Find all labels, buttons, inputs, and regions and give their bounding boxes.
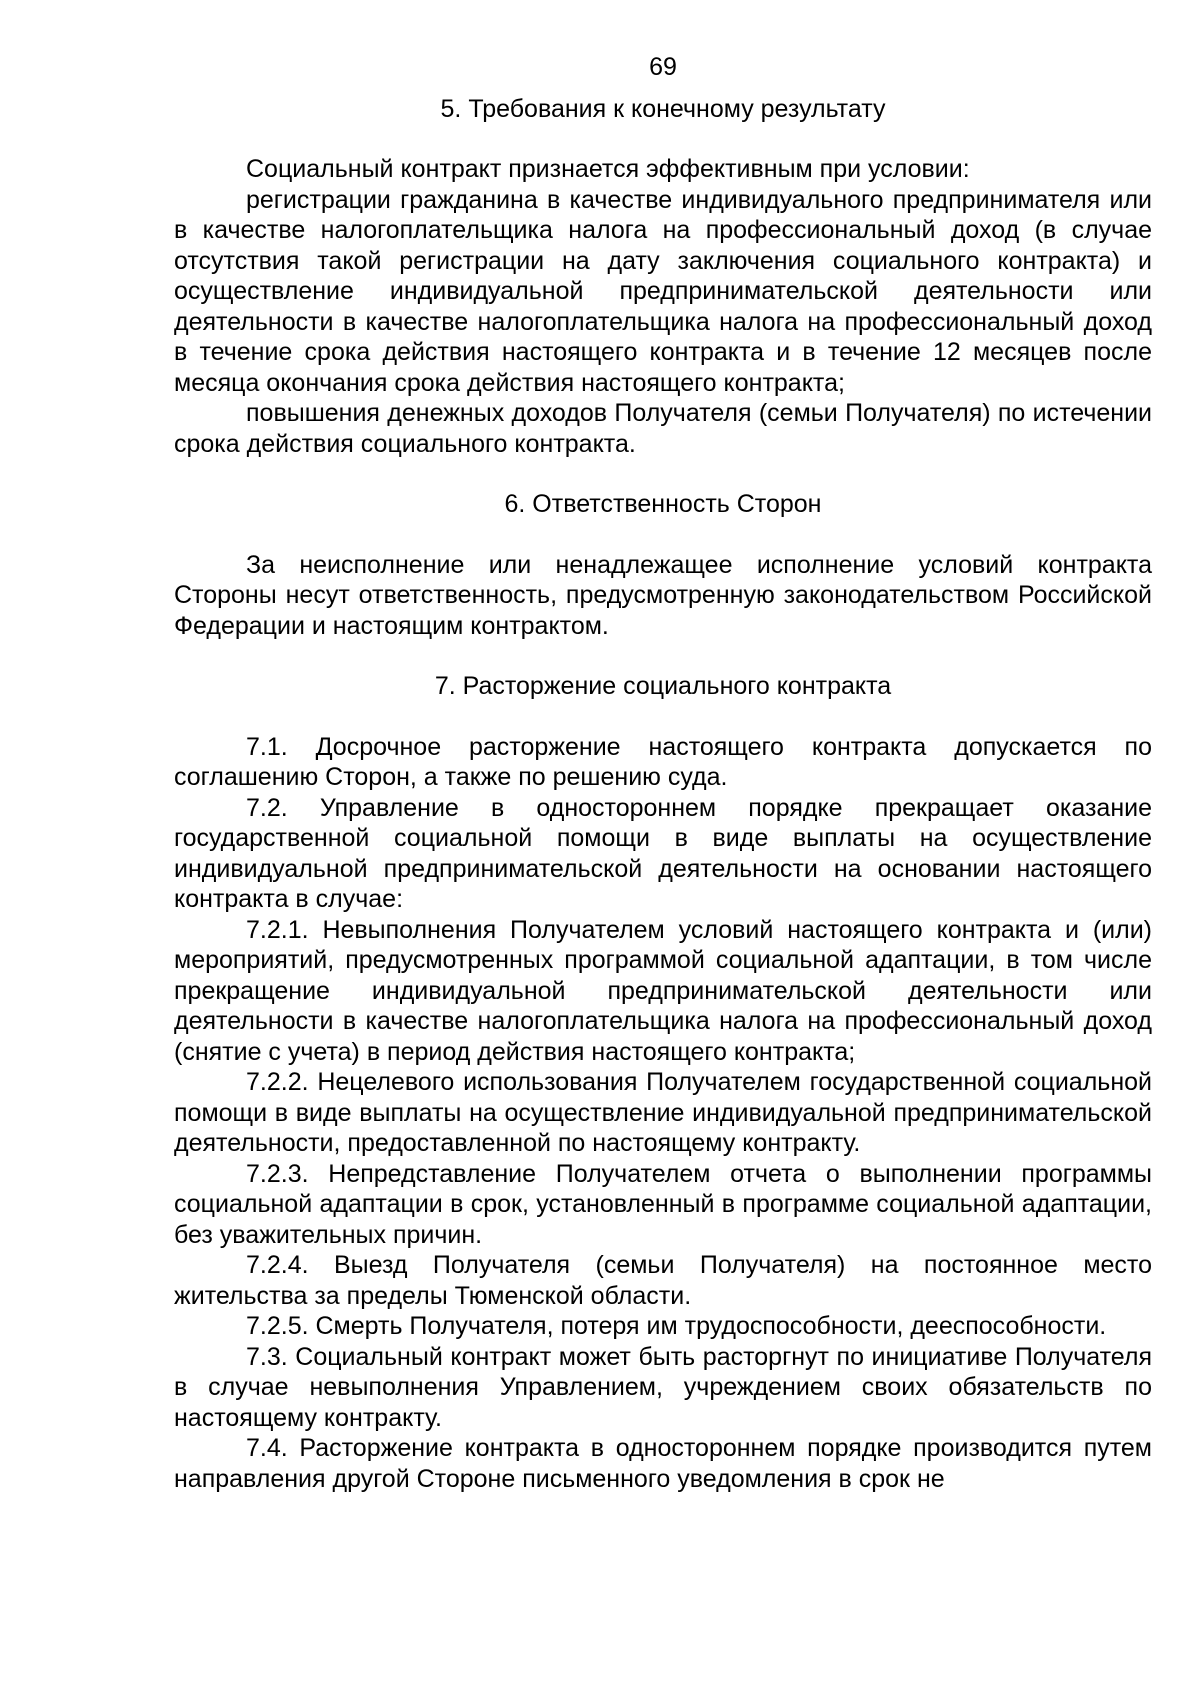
section-results (174, 94, 1152, 460)
paragraph: 7.2.2. Нецелевого использования Получателем государственной социальной помощи в виде выплаты на осуществление индивидуальной предпринимательской деятельности, предоставленной по настоящему контракту. (174, 1068, 1152, 1157)
paragraph: 7.2.5. Смерть Получателя, потеря им трудоспособности, дееспособности. (246, 1312, 1107, 1340)
section-heading: 5. Требования к конечному результату (440, 94, 886, 123)
paragraph: 7.3. Социальный контракт может быть расторгнут по инициативе Получателя в случае невыполнения Управлением, учреждением своих обязательств по настоящему контракту. (174, 1342, 1152, 1432)
paragraph: 7.1. Досрочное расторжение настоящего контракта допускается по соглашению Сторон, а также по решению суда. (174, 732, 1152, 791)
section-responsibility (174, 489, 1152, 641)
document-page (174, 52, 1152, 1494)
paragraph: За неисполнение или ненадлежащее исполнение условий контракта Стороны несут ответственность, предусмотренную законодательством Российской Федерации и настоящим контрактом. (174, 550, 1152, 640)
paragraph: 7.2.4. Выезд Получателя (семьи Получателя) на постоянное место жительства за пределы Тюменской области. (174, 1251, 1152, 1310)
paragraph: регистрации гражданина в качестве индивидуального предпринимателя или в качестве налогоплательщика налога на профессиональный доход (в случае отсутствия такой регистрации на дату заключения социального контракта) и осуществление индивидуальной предпринимательской деятельности или деятельности в качестве налогоплательщика налога на профессиональный доход в течение срока действия настоящего контракта и в течение 12 месяцев после месяца окончания срока действия настоящего контракта; (174, 185, 1152, 397)
paragraph: 7.2.1. Невыполнения Получателем условий настоящего контракта и (или) мероприятий, предусмотренных программой социальной адаптации, в том числе прекращение индивидуальной предпринимательской деятельности или деятельности в качестве налогоплательщика налога на профессиональный доход (снятие с учета) в период действия настоящего контракта; (174, 915, 1152, 1066)
paragraph: повышения денежных доходов Получателя (семьи Получателя) по истечении срока действия социального контракта. (174, 399, 1152, 458)
paragraph: 7.4. Расторжение контракта в одностороннем порядке производится путем направления другой Стороне письменного уведомления в срок не (174, 1434, 1152, 1493)
paragraph: Социальный контракт признается эффективным при условии: (246, 155, 970, 183)
paragraph: 7.2.3. Непредставление Получателем отчета о выполнении программы социальной адаптации в срок, установленный в программе социальной адаптации, без уважительных причин. (174, 1159, 1152, 1249)
section-heading: 7. Расторжение социального контракта (434, 672, 892, 700)
section-heading: 6. Ответственность Сторон (504, 490, 822, 518)
section-termination (174, 671, 1152, 1494)
page-number: 69 (649, 53, 677, 81)
paragraph: 7.2. Управление в одностороннем порядке прекращает оказание государственной социальной помощи в виде выплаты на осуществление индивидуальной предпринимательской деятельности на основании настоящего контракта в случае: (174, 793, 1152, 913)
